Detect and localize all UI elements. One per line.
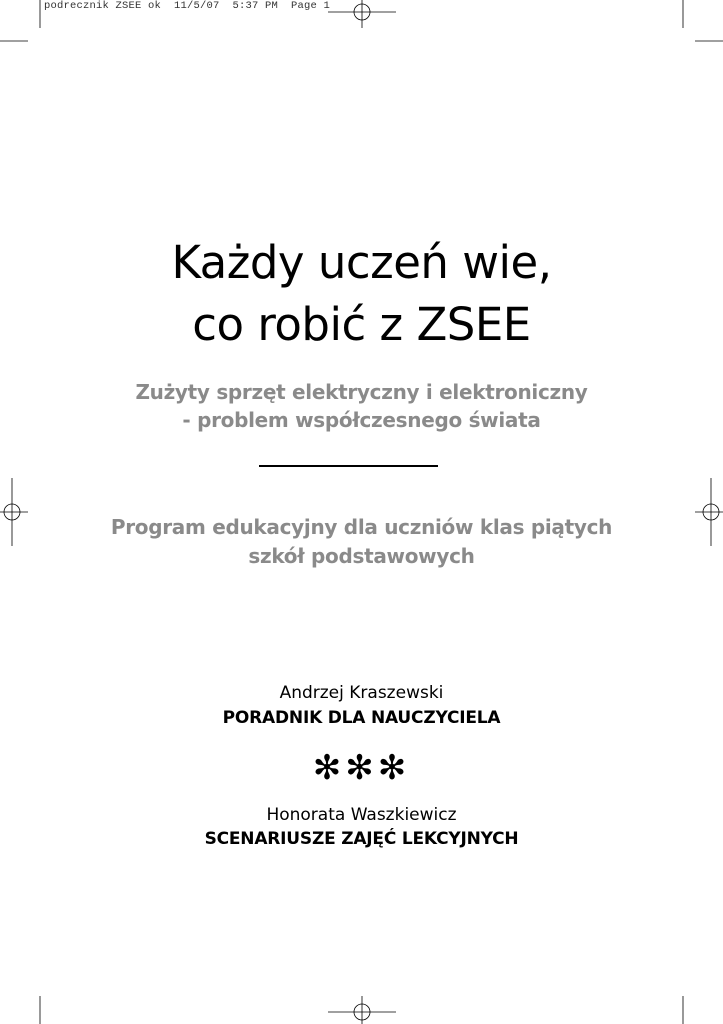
title-line-2: co robić z ZSEE (192, 298, 531, 351)
subtitle (0, 378, 723, 434)
author-2: Honorata Waszkiewicz (266, 805, 457, 825)
author-1: Andrzej Kraszewski (279, 683, 444, 703)
subtitle-line-2: - problem współczesnego świata (182, 408, 541, 432)
page-title (0, 232, 723, 356)
title-line-1: Każdy uczeń wie, (171, 236, 552, 289)
program-description (0, 513, 723, 571)
divider-line (259, 465, 438, 467)
registration-mark-top (328, 0, 396, 28)
program-line-1: Program edukacyjny dla uczniów klas piątych (110, 515, 613, 539)
registration-mark-bottom (328, 996, 396, 1024)
asterisk-separator: ✻✻✻ (312, 748, 411, 788)
book-title-1: PORADNIK DLA NAUCZYCIELA (222, 708, 501, 728)
program-line-2: szkół podstawowych (248, 544, 475, 568)
subtitle-line-1: Zużyty sprzęt elektryczny i elektroniczny (135, 380, 588, 404)
print-slug-line: podrecznik ZSEE ok 11/5/07 5:37 PM Page 1 (44, 0, 331, 12)
book-title-2: SCENARIUSZE ZAJĘĆ LEKCYJNYCH (204, 829, 519, 849)
